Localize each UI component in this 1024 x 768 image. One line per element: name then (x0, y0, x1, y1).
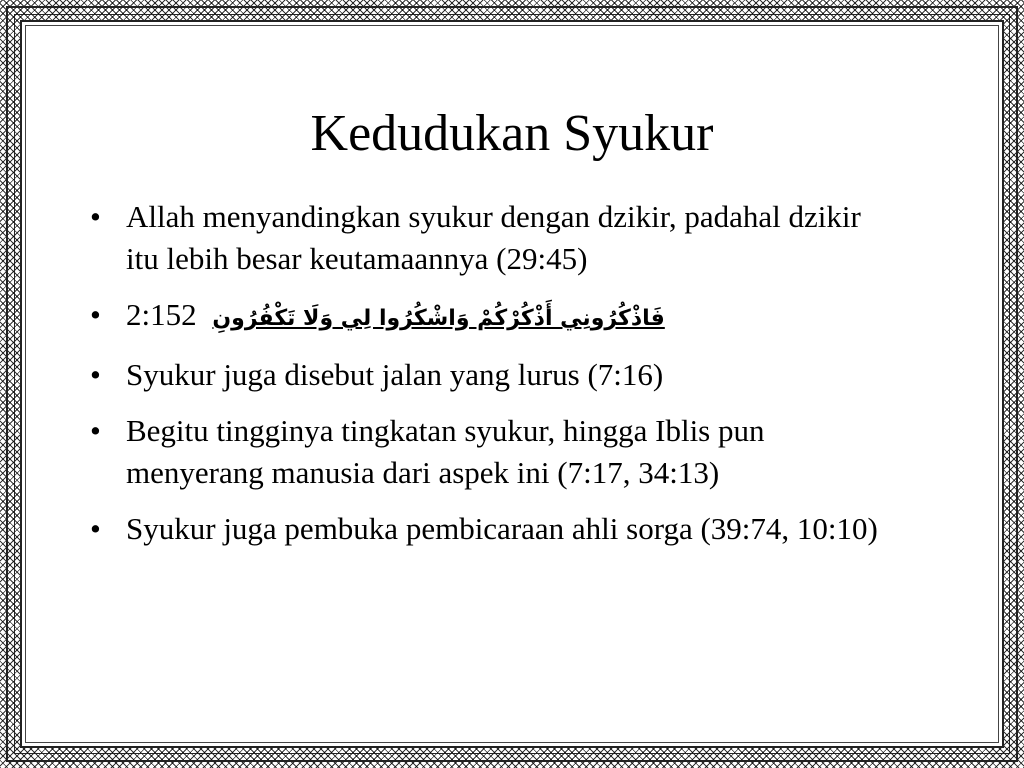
list-item (90, 294, 880, 340)
bullet-icon: • (90, 199, 101, 234)
list-item (90, 508, 880, 550)
bullet-text: Syukur juga pembuka pembicaraan ahli sorga (39:74, 10:10) (126, 511, 878, 546)
bullet-list (90, 196, 880, 564)
bullet-text: Allah menyandingkan syukur dengan dzikir, padahal dzikir itu lebih besar keutamaannya (29:45) (126, 199, 861, 276)
bullet-icon: • (90, 511, 101, 546)
list-item (90, 410, 880, 494)
bullet-icon: • (90, 413, 101, 448)
bullet-icon: • (90, 297, 101, 332)
bullet-icon: • (90, 357, 101, 392)
slide-title: Kedudukan Syukur (310, 105, 714, 162)
list-item (90, 354, 880, 396)
arabic-verse: فَاذْكُرُونِي أَذْكُرْكُمْ وَاشْكُرُوا لِي وَلَا تَكْفُرُونِ (212, 306, 665, 331)
verse-reference: 2:152 (126, 297, 197, 332)
bullet-text: Begitu tingginya tingkatan syukur, hingga Iblis pun menyerang manusia dari aspek ini (7:17, 34:13) (126, 413, 765, 490)
list-item (90, 196, 880, 280)
bullet-text: Syukur juga disebut jalan yang lurus (7:16) (126, 357, 664, 392)
